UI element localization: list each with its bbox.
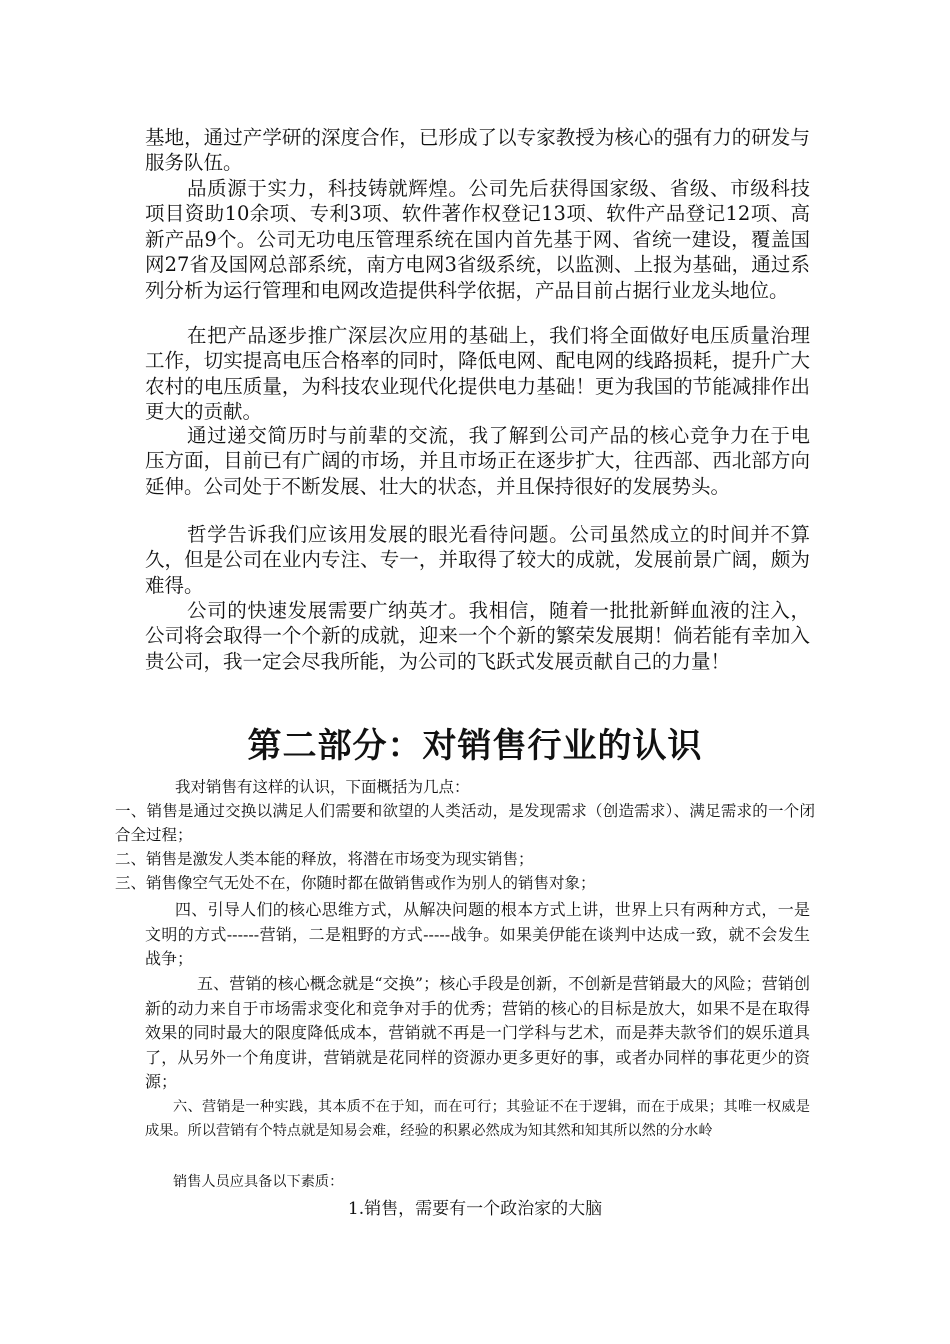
paragraph-achievements: 品质源于实力，科技铸就辉煌。公司先后获得国家级、省级、市级科技项目资助10余项、专利3项、软件著作权登记13项、软件产品登记12项、高新产品9个。公司无功电压管理系统在国内首先基于网、省统一建设，覆盖国网27省及国网总部系统，南方电网3省级系统，以监测、上报为基础，通过系列分析为运行管理和电网改造提供科学依据，产品目前占据行业龙头地位。 — [145, 177, 810, 302]
sales-point-3: 三、销售像空气无处不在，你随时都在做销售或作为别人的销售对象； — [115, 874, 596, 892]
paragraph-philosophy: 哲学告诉我们应该用发展的眼光看待问题。公司虽然成立的时间并不算久，但是公司在业内专注、专一，并取得了较大的成就，发展前景广阔，颇为难得。 — [145, 523, 810, 597]
paragraph-market: 通过递交简历时与前辈的交流，我了解到公司产品的核心竞争力在于电压方面，目前已有广阔的市场，并且市场正在逐步扩大，往西部、西北部方向延伸。公司处于不断发展、壮大的状态，并且保持很好的发展势头。 — [145, 424, 810, 498]
paragraph-talent: 公司的快速发展需要广纳英才。我相信，随着一批批新鲜血液的注入，公司将会取得一个个新的成就，迎来一个个新的繁荣发展期！倘若能有幸加入贵公司，我一定会尽我所能，为公司的飞跃式发展贡献自己的力量！ — [145, 599, 810, 673]
sales-point-5: 五、营销的核心概念就是“交换”；核心手段是创新，不创新是营销最大的风险；营销创新的动力来自于市场需求变化和竞争对手的优秀；营销的核心的目标是放大，如果不是在取得效果的同时最大的限度降低成本，营销就不再是一门学科与艺术，而是莽夫款爷们的娱乐道具了，从另外一个角度讲，营销就是花同样的资源办更多更好的事，或者办同样的事花更少的资源； — [145, 974, 810, 1091]
section-heading: 第二部分：对销售行业的认识 — [247, 726, 703, 766]
sales-intro: 我对销售有这样的认识，下面概括为几点： — [175, 778, 470, 796]
paragraph-research-team: 基地，通过产学研的深度合作，已形成了以专家教授为核心的强有力的研发与服务队伍。 — [145, 126, 810, 175]
qualities-intro: 销售人员应具备以下素质： — [173, 1174, 344, 1190]
sales-point-2: 二、销售是激发人类本能的释放，将潜在市场变为现实销售； — [115, 850, 534, 868]
sales-point-1: 一、销售是通过交换以满足人们需要和欲望的人类活动，是发现需求（创造需求）、满足需求的一个闭合全过程； — [115, 802, 815, 844]
paragraph-voltage-quality: 在把产品逐步推广深层次应用的基础上，我们将全面做好电压质量治理工作，切实提高电压合格率的同时，降低电网、配电网的线路损耗，提升广大农村的电压质量，为科技农业现代化提供电力基础！更为我国的节能减排作出更大的贡献。 — [145, 324, 810, 424]
quality-1: 1.销售，需要有一个政治家的大脑 — [347, 1199, 603, 1219]
sales-point-4: 四、引导人们的核心思维方式，从解决问题的根本方式上讲，世界上只有两种方式，一是文明的方式------营销，二是粗野的方式-----战争。如果美伊能在谈判中达成一致，就不会发生战争； — [145, 900, 810, 968]
sales-point-6: 六、营销是一种实践，其本质不在于知，而在可行；其验证不在于逻辑，而在于成果；其唯一权威是成果。所以营销有个特点就是知易会难，经验的积累必然成为知其然和知其所以然的分水岭 — [145, 1099, 810, 1139]
